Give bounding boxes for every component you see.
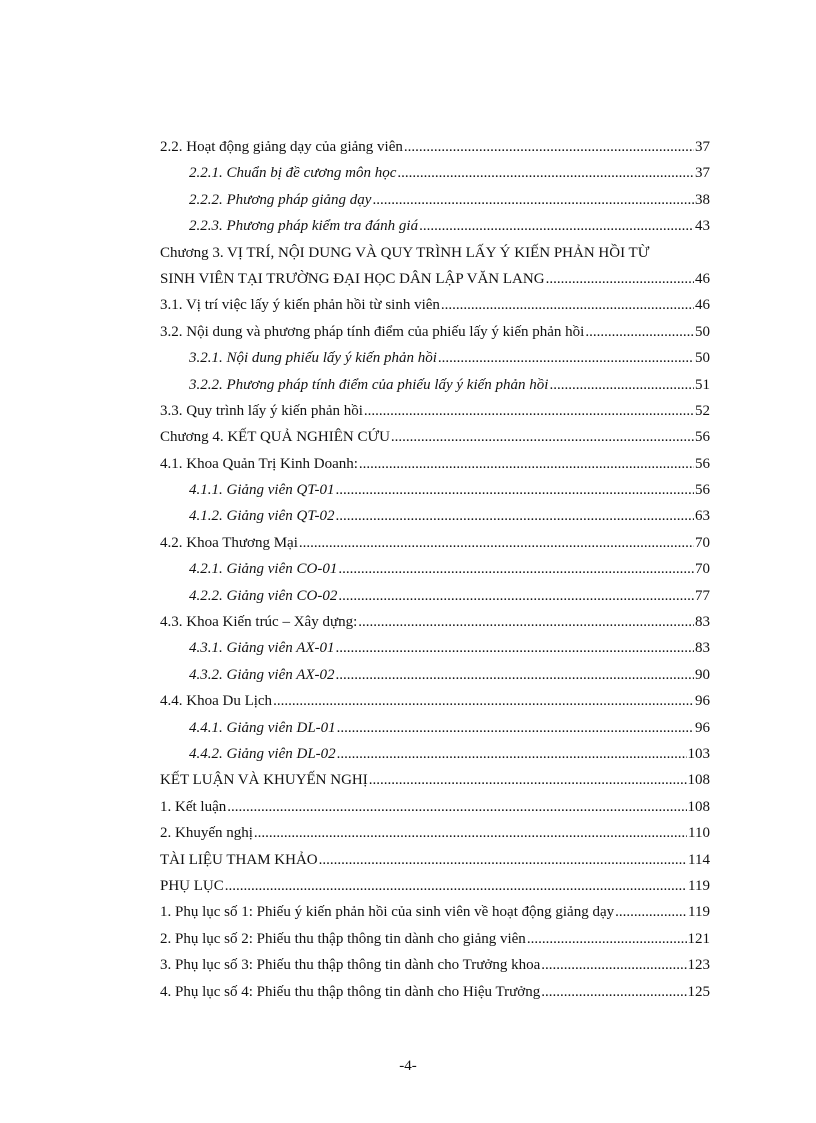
toc-entry-page: 103 xyxy=(687,745,710,762)
toc-entry[interactable] xyxy=(160,240,710,266)
toc-entry-title: Chương 4. KẾT QUẢ NGHIÊN CỨU xyxy=(160,429,390,446)
toc-dot-leader xyxy=(336,635,694,661)
toc-entry-page: 125 xyxy=(687,983,710,1000)
toc-entry-title: 2.2.2. Phương pháp giảng dạy xyxy=(189,191,372,208)
toc-entry-page: 43 xyxy=(695,218,710,235)
page-number: -4- xyxy=(399,1058,417,1074)
toc-entry[interactable] xyxy=(160,583,710,609)
toc-entry-page: 52 xyxy=(695,402,710,419)
toc-entry-title: 2. Phụ lục số 2: Phiếu thu thập thông tin dành cho giảng viên xyxy=(160,930,526,947)
toc-entry[interactable] xyxy=(160,899,710,925)
toc-entry-title: PHỤ LỤC xyxy=(160,877,224,894)
toc-dot-leader xyxy=(336,477,694,503)
toc-entry-title: 4.4.2. Giảng viên DL-02 xyxy=(189,745,336,762)
toc-entry[interactable] xyxy=(160,187,710,213)
toc-dot-leader xyxy=(419,213,694,239)
toc-entry[interactable] xyxy=(160,609,710,635)
toc-entry[interactable] xyxy=(160,213,710,239)
toc-entry[interactable] xyxy=(160,662,710,688)
toc-entry-page: 90 xyxy=(695,666,710,683)
toc-entry-title: 4. Phụ lục số 4: Phiếu thu thập thông tin dành cho Hiệu Trưởng xyxy=(160,983,541,1000)
toc-entry-title: 4.3. Khoa Kiến trúc – Xây dựng: xyxy=(160,614,358,631)
toc-dot-leader xyxy=(254,820,687,846)
toc-dot-leader xyxy=(438,345,694,371)
toc-entry-page: 119 xyxy=(688,904,710,921)
toc-dot-leader xyxy=(615,899,687,925)
toc-entry[interactable] xyxy=(160,134,710,160)
toc-dot-leader xyxy=(336,503,694,529)
toc-entry-page: 108 xyxy=(687,798,710,815)
toc-entry[interactable] xyxy=(160,345,710,371)
toc-entry-title: 2.2.3. Phương pháp kiểm tra đánh giá xyxy=(189,218,419,235)
toc-entry-title: 4.3.2. Giảng viên AX-02 xyxy=(189,666,335,683)
toc-entry-title: KẾT LUẬN VÀ KHUYẾN NGHỊ xyxy=(160,772,368,789)
toc-entry-page: 56 xyxy=(695,482,710,499)
toc-entry-page: 119 xyxy=(688,877,710,894)
toc-entry-page: 96 xyxy=(695,719,710,736)
toc-entry[interactable] xyxy=(160,635,710,661)
toc-dot-leader xyxy=(227,794,686,820)
toc-entry[interactable] xyxy=(160,319,710,345)
toc-entry-title: 4.2.2. Giảng viên CO-02 xyxy=(189,587,338,604)
toc-entry[interactable] xyxy=(160,873,710,899)
toc-entry[interactable] xyxy=(160,688,710,714)
toc-entry-page: 46 xyxy=(695,270,710,287)
toc-entry-title: 4.4. Khoa Du Lịch xyxy=(160,693,273,710)
toc-entry-page: 114 xyxy=(688,851,710,868)
toc-entry[interactable] xyxy=(160,477,710,503)
toc-entry[interactable] xyxy=(160,715,710,741)
toc-entry[interactable] xyxy=(160,952,710,978)
toc-dot-leader xyxy=(541,979,686,1005)
toc-entry[interactable] xyxy=(160,979,710,1005)
toc-dot-leader xyxy=(541,952,686,978)
toc-entry[interactable] xyxy=(160,767,710,793)
toc-entry-page: 37 xyxy=(695,139,710,155)
toc-entry-title: 4.1. Khoa Quản Trị Kinh Doanh: xyxy=(160,455,358,472)
toc-entry-page: 83 xyxy=(695,640,710,657)
toc-entry-page: 46 xyxy=(695,297,710,314)
toc-dot-leader xyxy=(337,741,687,767)
toc-entry-title: 4.3.1. Giảng viên AX-01 xyxy=(189,640,335,657)
toc-dot-leader xyxy=(336,662,694,688)
toc-dot-leader xyxy=(364,398,694,424)
toc-dot-leader xyxy=(397,160,694,186)
toc-dot-leader xyxy=(391,424,694,450)
toc-entry-page: 37 xyxy=(695,165,710,182)
toc-entry-page: 50 xyxy=(695,350,710,367)
toc-entry-title: 2.2.1. Chuẩn bị đề cương môn học xyxy=(189,165,397,182)
toc-dot-leader xyxy=(338,556,694,582)
toc-entry-page: 83 xyxy=(695,614,710,631)
toc-entry-title: 3.2.2. Phương pháp tính điểm của phiếu lấy ý kiến phản hồi xyxy=(189,376,549,393)
toc-dot-leader xyxy=(546,266,694,292)
toc-entry-title: 3. Phụ lục số 3: Phiếu thu thập thông tin dành cho Trưởng khoa xyxy=(160,957,541,974)
toc-entry[interactable] xyxy=(160,266,710,292)
toc-entry[interactable] xyxy=(160,530,710,556)
toc-entry-page: 70 xyxy=(695,561,710,578)
toc-entry-title: 2.2. Hoạt động giảng dạy của giảng viên xyxy=(160,139,403,155)
toc-entry[interactable] xyxy=(160,820,710,846)
toc-entry-title: Chương 3. VỊ TRÍ, NỘI DUNG VÀ QUY TRÌNH LẤY Ý KIẾN PHẢN HỒI TỪ xyxy=(160,244,650,261)
toc-entry-page: 123 xyxy=(687,957,710,974)
toc-dot-leader xyxy=(404,134,694,160)
toc-entry[interactable] xyxy=(160,926,710,952)
toc-entry-title: TÀI LIỆU THAM KHẢO xyxy=(160,851,318,868)
toc-entry-title: 4.1.2. Giảng viên QT-02 xyxy=(189,508,335,525)
toc-entry-page: 63 xyxy=(695,508,710,525)
toc-entry-page: 50 xyxy=(695,323,710,340)
toc-entry-page: 51 xyxy=(695,376,710,393)
toc-dot-leader xyxy=(338,583,694,609)
toc-entry-title: 4.4.1. Giảng viên DL-01 xyxy=(189,719,336,736)
toc-entry-page: 77 xyxy=(695,587,710,604)
toc-entry-title: 3.3. Quy trình lấy ý kiến phản hồi xyxy=(160,402,363,419)
toc-entry-title: 4.2.1. Giảng viên CO-01 xyxy=(189,561,338,578)
toc-entry-title: 4.1.1. Giảng viên QT-01 xyxy=(189,482,335,499)
toc-entry-page: 110 xyxy=(688,825,710,842)
toc-dot-leader xyxy=(372,187,694,213)
toc-entry-title: 1. Kết luận xyxy=(160,798,227,815)
toc-entry[interactable] xyxy=(160,160,710,186)
toc-dot-leader xyxy=(527,926,687,952)
toc-entry-title: 4.2. Khoa Thương Mại xyxy=(160,534,298,551)
toc-dot-leader xyxy=(319,847,687,873)
toc-dot-leader xyxy=(337,715,694,741)
toc-dot-leader xyxy=(585,319,694,345)
toc-dot-leader xyxy=(549,372,694,398)
toc-entry-page: 70 xyxy=(695,534,710,551)
toc-dot-leader xyxy=(441,292,694,318)
toc-entry-title: 2. Khuyến nghị xyxy=(160,825,253,842)
toc-entry[interactable] xyxy=(160,741,710,767)
toc-entry[interactable] xyxy=(160,503,710,529)
toc-entry-title: 3.2.1. Nội dung phiếu lấy ý kiến phản hồi xyxy=(189,350,437,367)
toc-entry-title: 3.1. Vị trí việc lấy ý kiến phản hồi từ sinh viên xyxy=(160,297,440,314)
table-of-contents xyxy=(160,134,710,1005)
toc-dot-leader xyxy=(359,451,694,477)
toc-entry-title: SINH VIÊN TẠI TRƯỜNG ĐẠI HỌC DÂN LẬP VĂN LANG xyxy=(160,270,545,287)
toc-dot-leader xyxy=(358,609,694,635)
toc-entry[interactable] xyxy=(160,794,710,820)
toc-entry[interactable] xyxy=(160,556,710,582)
toc-entry-title: 1. Phụ lục số 1: Phiếu ý kiến phản hồi của sinh viên về hoạt động giảng dạy xyxy=(160,904,615,921)
toc-entry-page: 108 xyxy=(687,772,710,789)
toc-entry-page: 121 xyxy=(687,930,710,947)
toc-entry[interactable] xyxy=(160,847,710,873)
toc-entry-page: 56 xyxy=(695,455,710,472)
toc-dot-leader xyxy=(273,688,694,714)
toc-dot-leader xyxy=(225,873,687,899)
toc-entry-title: 3.2. Nội dung và phương pháp tính điểm của phiếu lấy ý kiến phản hồi xyxy=(160,323,585,340)
toc-entry[interactable] xyxy=(160,451,710,477)
toc-entry[interactable] xyxy=(160,292,710,318)
toc-entry-page: 56 xyxy=(695,429,710,446)
toc-entry[interactable] xyxy=(160,424,710,450)
toc-entry-page: 38 xyxy=(695,191,710,208)
toc-dot-leader xyxy=(369,767,687,793)
toc-entry[interactable] xyxy=(160,398,710,424)
toc-dot-leader xyxy=(299,530,694,556)
toc-entry-page: 96 xyxy=(695,693,710,710)
toc-entry[interactable] xyxy=(160,372,710,398)
